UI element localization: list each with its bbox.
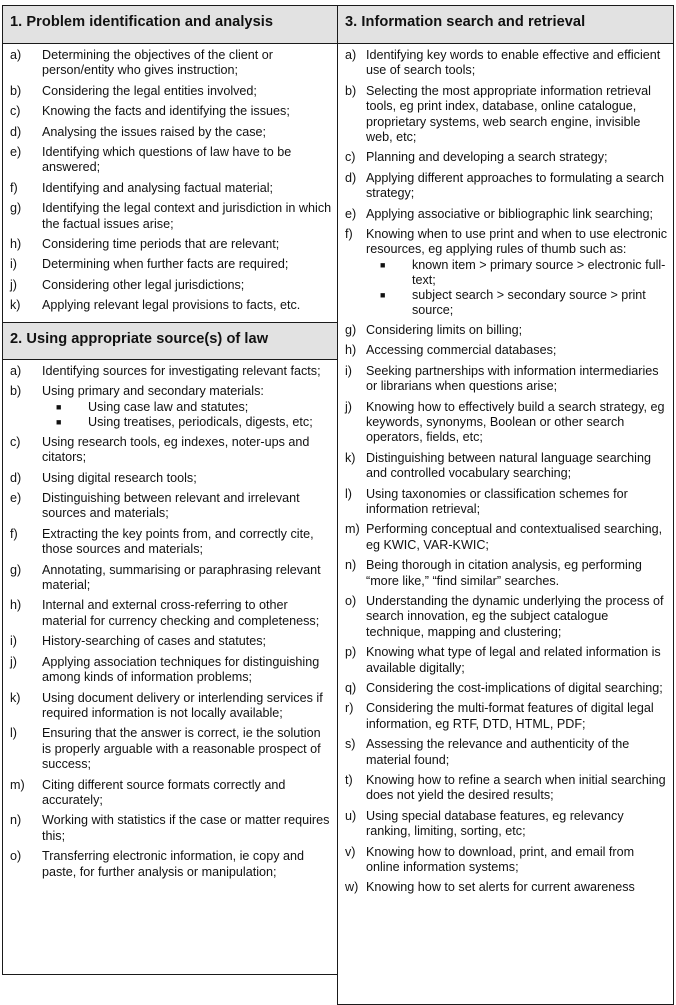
item-text: Considering the legal entities involved; — [42, 83, 257, 98]
item-text-block — [42, 364, 333, 379]
item-text-block — [366, 84, 669, 146]
list-item — [10, 598, 333, 629]
item-text-block — [42, 691, 333, 722]
item-letter: t) — [345, 773, 353, 788]
list-item — [345, 84, 669, 146]
item-text: Identifying sources for investigating relevant facts; — [42, 364, 321, 378]
item-letter: p) — [345, 645, 357, 660]
item-text-block — [42, 298, 333, 313]
item-text-block — [42, 849, 333, 880]
item-text: Extracting the key points from, and correctly cite, those sources and materials; — [42, 526, 314, 557]
item-text: Considering time periods that are relevant; — [42, 237, 280, 252]
item-letter: c) — [10, 104, 21, 119]
item-text: Applying relevant legal provisions to facts, etc. — [42, 298, 301, 313]
item-letter: q) — [345, 681, 357, 695]
item-letter: e) — [345, 206, 357, 221]
item-letter: l) — [345, 486, 352, 501]
item-text-block — [366, 150, 669, 165]
item-text: Working with statistics if the case or matter requires this; — [42, 813, 330, 843]
item-text-block — [366, 451, 669, 482]
item-text-block — [42, 491, 333, 522]
list-item — [10, 813, 333, 844]
item-text: Citing different source formats correctly and accurately; — [42, 777, 286, 807]
section-1-header: 1. Problem identification and analysis — [3, 6, 337, 44]
item-letter: v) — [345, 844, 356, 859]
square-bullet-icon: ■ — [380, 259, 386, 270]
list-item — [345, 207, 669, 222]
item-text-block — [42, 563, 333, 594]
item-letter: l) — [10, 726, 17, 741]
item-letter: h) — [10, 598, 22, 613]
sub-item-text: Using case law and statutes; — [88, 399, 249, 414]
item-letter: g) — [10, 201, 22, 216]
item-text-block — [366, 323, 669, 338]
list-item — [10, 84, 333, 99]
item-text: Knowing how to download, print, and email from online information systems; — [366, 844, 635, 875]
section-1-list — [3, 44, 337, 322]
sub-item-text: Using treatises, periodicals, digests, etc; — [88, 414, 313, 429]
list-item — [345, 522, 669, 553]
item-letter: a) — [10, 364, 22, 378]
list-item — [345, 171, 669, 202]
item-letter: b) — [10, 83, 22, 98]
list-item — [10, 104, 333, 119]
list-item — [345, 681, 669, 696]
item-text: Knowing how to set alerts for current awareness — [366, 880, 635, 895]
item-text-block — [42, 48, 333, 79]
sub-item-text: known item > primary source > electronic full-text; — [412, 257, 666, 287]
item-text: Using special database features, eg relevancy ranking, limiting, sorting, etc; — [366, 808, 624, 839]
item-text-block — [366, 522, 669, 553]
item-letter: k) — [10, 690, 21, 705]
item-letter: j) — [10, 654, 17, 669]
list-item — [345, 48, 669, 79]
item-letter: a) — [345, 48, 357, 62]
item-text: Seeking partnerships with information intermediaries or librarians when questions arise; — [366, 363, 659, 394]
square-bullet-icon: ■ — [56, 401, 62, 412]
item-letter: o) — [345, 593, 357, 608]
item-text-block — [366, 681, 669, 696]
item-letter: i) — [10, 634, 17, 649]
item-letter: d) — [10, 470, 22, 485]
list-item — [345, 594, 669, 640]
list-item — [10, 364, 333, 379]
item-letter: d) — [10, 124, 22, 139]
left-column — [2, 5, 338, 975]
sub-list — [366, 258, 669, 318]
list-item — [10, 435, 333, 466]
item-letter: r) — [345, 701, 354, 716]
skills-table — [2, 5, 673, 985]
list-item — [345, 558, 669, 589]
list-item — [345, 150, 669, 165]
list-item — [345, 701, 669, 732]
item-text-block — [42, 655, 333, 686]
list-item — [345, 645, 669, 676]
item-text: Performing conceptual and contextualised searching, eg KWIC, VAR-KWIC; — [366, 522, 663, 552]
item-text: Applying association techniques for distinguishing among kinds of information problems; — [42, 654, 320, 685]
item-letter: m) — [345, 522, 360, 537]
item-text-block — [366, 737, 669, 768]
item-letter: w) — [345, 880, 359, 895]
item-letter: d) — [345, 170, 357, 185]
list-item — [345, 487, 669, 518]
item-text-block — [366, 343, 669, 358]
item-text-block — [366, 645, 669, 676]
item-text-block — [42, 634, 333, 649]
list-item — [345, 364, 669, 395]
list-item — [345, 323, 669, 338]
item-letter: o) — [10, 849, 22, 864]
item-letter: j) — [345, 399, 352, 414]
item-text: History-searching of cases and statutes; — [42, 634, 266, 649]
item-text: Accessing commercial databases; — [366, 343, 557, 358]
item-text: Distinguishing between relevant and irrelevant sources and materials; — [42, 491, 300, 521]
sub-item-text: subject search > secondary source > print source; — [412, 287, 646, 317]
item-letter: i) — [10, 257, 17, 272]
item-text-block — [42, 778, 333, 809]
list-item — [10, 471, 333, 486]
list-item — [10, 298, 333, 313]
item-text: Applying different approaches to formulating a search strategy; — [366, 170, 665, 201]
list-item — [345, 451, 669, 482]
item-letter: b) — [345, 83, 357, 98]
sub-list-item — [380, 288, 669, 318]
item-text: Planning and developing a search strategy; — [366, 150, 608, 165]
item-text-block — [42, 471, 333, 486]
item-letter: f) — [10, 526, 18, 541]
item-text: Determining when further facts are required; — [42, 257, 289, 272]
item-text: Ensuring that the answer is correct, ie the solution is properly arguable with a reasonable prospect of success; — [42, 726, 321, 772]
list-item — [10, 634, 333, 649]
item-text: Considering other legal jurisdictions; — [42, 277, 245, 292]
item-text: Determining the objectives of the client or person/entity who gives instruction; — [42, 48, 274, 78]
item-text: Considering limits on billing; — [366, 322, 523, 337]
item-text-block — [42, 201, 333, 232]
list-item — [10, 491, 333, 522]
item-text-block — [42, 598, 333, 629]
list-item — [10, 655, 333, 686]
item-text-block — [366, 809, 669, 840]
item-text-block — [42, 813, 333, 844]
list-item — [345, 809, 669, 840]
item-text: Considering the multi-format features of digital legal information, eg RTF, DTD, HTML, PDF; — [366, 701, 654, 731]
item-text-block — [366, 400, 669, 446]
item-text: Using research tools, eg indexes, noter-ups and citators; — [42, 434, 310, 465]
item-text-block — [42, 435, 333, 466]
item-letter: j) — [10, 277, 17, 292]
item-text: Considering the cost-implications of digital searching; — [366, 681, 663, 695]
list-item — [10, 691, 333, 722]
item-text: Identifying the legal context and jurisdiction in which the factual issues arise; — [42, 201, 332, 231]
item-text-block — [42, 384, 333, 429]
list-item — [10, 849, 333, 880]
list-item — [345, 343, 669, 358]
item-text-block — [366, 364, 669, 395]
item-letter: n) — [345, 558, 357, 573]
item-letter: e) — [10, 145, 22, 160]
list-item — [345, 845, 669, 876]
list-item — [10, 181, 333, 196]
item-text-block — [366, 207, 669, 222]
item-letter: c) — [10, 434, 21, 449]
item-letter: b) — [10, 384, 22, 399]
list-item — [345, 737, 669, 768]
item-text: Using primary and secondary materials: — [42, 384, 264, 399]
item-text: Understanding the dynamic underlying the process of search innovation, eg the subject catalogue technique, mapping and clustering; — [366, 593, 664, 639]
item-text: Transferring electronic information, ie copy and paste, for further analysis or manipulation; — [42, 849, 305, 879]
section-2-list — [3, 360, 337, 880]
section-3-list — [338, 44, 673, 896]
item-text-block — [42, 237, 333, 252]
item-letter: f) — [345, 227, 353, 242]
item-text-block — [366, 594, 669, 640]
item-text: Internal and external cross-referring to other material for currency checking and completeness; — [42, 598, 320, 628]
list-item — [10, 237, 333, 252]
item-text: Identifying which questions of law have to be answered; — [42, 145, 292, 175]
item-text: Identifying and analysing factual material; — [42, 180, 274, 195]
item-text-block — [366, 845, 669, 876]
item-text-block — [366, 880, 669, 895]
item-text-block — [42, 104, 333, 119]
item-letter: f) — [10, 180, 18, 195]
list-item — [345, 227, 669, 318]
item-letter: k) — [345, 450, 356, 465]
list-item — [345, 773, 669, 804]
item-text-block — [42, 278, 333, 293]
list-item — [10, 145, 333, 176]
list-item — [10, 48, 333, 79]
item-text-block — [42, 125, 333, 140]
list-item — [10, 201, 333, 232]
item-letter: h) — [345, 343, 357, 358]
sub-list-item — [56, 400, 333, 415]
item-text: Knowing when to use print and when to use electronic resources, eg applying rules of thumb such as: — [366, 227, 668, 257]
item-text-block — [42, 527, 333, 558]
item-text: Knowing what type of legal and related information is available digitally; — [366, 645, 661, 675]
item-letter: s) — [345, 737, 356, 752]
square-bullet-icon: ■ — [380, 289, 386, 300]
item-text-block — [366, 171, 669, 202]
list-item — [10, 527, 333, 558]
item-letter: g) — [345, 322, 357, 337]
square-bullet-icon: ■ — [56, 416, 62, 427]
item-text-block — [42, 84, 333, 99]
item-text: Knowing how to effectively build a search strategy, eg keywords, synonyms, Boolean or other search operators, fields, etc; — [366, 399, 665, 445]
item-letter: u) — [345, 808, 357, 823]
sub-list-item — [380, 258, 669, 288]
right-column — [337, 5, 674, 1005]
list-item — [10, 125, 333, 140]
item-text-block — [366, 48, 669, 79]
item-text: Distinguishing between natural language searching and controlled vocabulary searching; — [366, 450, 651, 481]
item-text: Using taxonomies or classification schemes for information retrieval; — [366, 486, 628, 516]
item-text: Using document delivery or interlending services if required information is not locally available; — [42, 690, 323, 720]
item-letter: c) — [345, 150, 356, 165]
item-text-block — [42, 257, 333, 272]
item-text: Analysing the issues raised by the case; — [42, 124, 267, 139]
item-text-block — [42, 726, 333, 772]
item-letter: m) — [10, 777, 25, 792]
item-text: Using digital research tools; — [42, 470, 197, 485]
item-letter: k) — [10, 298, 21, 313]
item-letter: a) — [10, 48, 22, 62]
section-2-header: 2. Using appropriate source(s) of law — [3, 322, 337, 360]
item-text-block — [366, 773, 669, 804]
item-text: Knowing the facts and identifying the issues; — [42, 104, 290, 119]
item-text-block — [366, 701, 669, 732]
item-text: Applying associative or bibliographic link searching; — [366, 206, 654, 221]
item-text-block — [366, 227, 669, 318]
item-text: Selecting the most appropriate information retrieval tools, eg print index, database, online catalogue, proprietary systems, web search engine, invisible web, etc; — [366, 83, 651, 145]
item-text: Assessing the relevance and authenticity of the material found; — [366, 737, 630, 767]
list-item — [345, 400, 669, 446]
item-letter: h) — [10, 237, 22, 252]
list-item — [345, 880, 669, 895]
item-text: Knowing how to refine a search when initial searching does not yield the desired results; — [366, 773, 666, 803]
item-letter: n) — [10, 813, 22, 828]
item-text-block — [366, 558, 669, 589]
item-text: Being thorough in citation analysis, eg performing “more like,” “find similar” searches. — [366, 558, 642, 588]
item-text-block — [366, 487, 669, 518]
list-item — [10, 726, 333, 772]
sub-list-item — [56, 415, 333, 430]
item-letter: e) — [10, 491, 22, 506]
item-text: Identifying key words to enable effective and efficient use of search tools; — [366, 48, 661, 78]
list-item — [10, 778, 333, 809]
list-item — [10, 278, 333, 293]
sub-list — [42, 400, 333, 430]
item-text: Annotating, summarising or paraphrasing relevant material; — [42, 562, 321, 593]
item-text-block — [42, 145, 333, 176]
list-item — [10, 563, 333, 594]
item-text-block — [42, 181, 333, 196]
section-3-header: 3. Information search and retrieval — [338, 6, 673, 44]
list-item — [10, 257, 333, 272]
item-letter: i) — [345, 363, 352, 378]
list-item — [10, 384, 333, 429]
item-letter: g) — [10, 562, 22, 577]
